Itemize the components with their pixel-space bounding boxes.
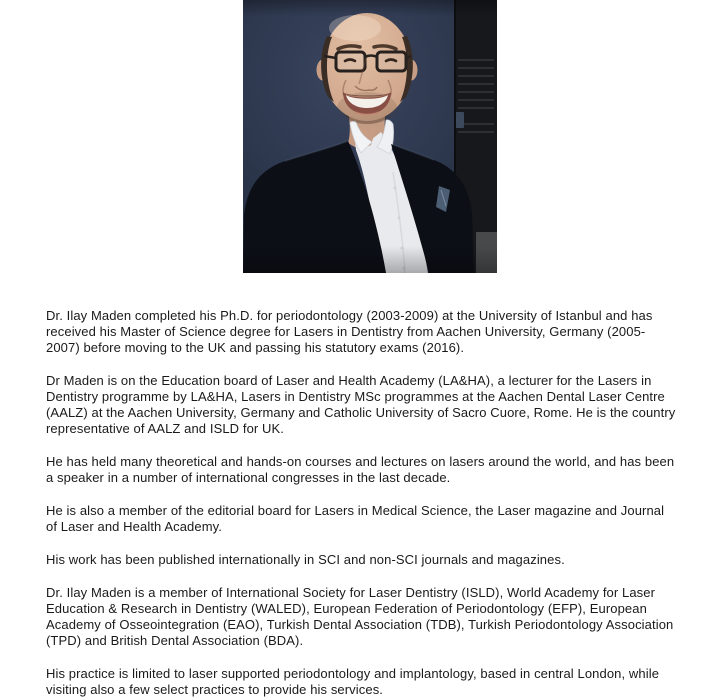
bio-paragraph: His work has been published internationally in SCI and non-SCI journals and magazines. (46, 552, 565, 567)
bio-paragraph: His practice is limited to laser supported periodontology and implantology, based in central London, while visiting also a few select practices to provide his services. (46, 666, 660, 697)
bio-paragraph: He has held many theoretical and hands-on courses and lectures on lasers around the world, and has been a speaker in a number of international congresses in the last decade. (46, 454, 675, 485)
bio-text-block (46, 308, 678, 697)
photo-vignette (243, 0, 497, 273)
portrait-photo (243, 0, 497, 273)
bio-paragraph: Dr Maden is on the Education board of Laser and Health Academy (LA&HA), a lecturer for the Lasers in Dentistry programme by LA&HA, Lasers in Dentistry MSc programmes at the Aachen Dental Laser Centre (AALZ) at the Aachen University, Germany and Catholic University of Sacro Cuore, Rome. He is the country representative of AALZ and ISLD for UK. (46, 373, 676, 436)
portrait-svg (243, 0, 497, 273)
bio-paragraph: Dr. Ilay Maden completed his Ph.D. for periodontology (2003-2009) at the University of Istanbul and has received his Master of Science degree for Lasers in Dentistry from Aachen University, Germany (2005-2007) before moving to the UK and passing his statutory exams (2016). (46, 308, 653, 355)
bio-paragraph: Dr. Ilay Maden is a member of International Society for Laser Dentistry (ISLD), World Academy for Laser Education & Research in Dentistry (WALED), European Federation of Periodontology (EFP), European Academy of Osseointegration (EAO), Turkish Dental Association (TDB), Turkish Periodontology Association (TPD) and British Dental Association (BDA). (46, 585, 674, 648)
bio-paragraph: He is also a member of the editorial board for Lasers in Medical Science, the Laser magazine and Journal of Laser and Health Academy. (46, 503, 665, 534)
